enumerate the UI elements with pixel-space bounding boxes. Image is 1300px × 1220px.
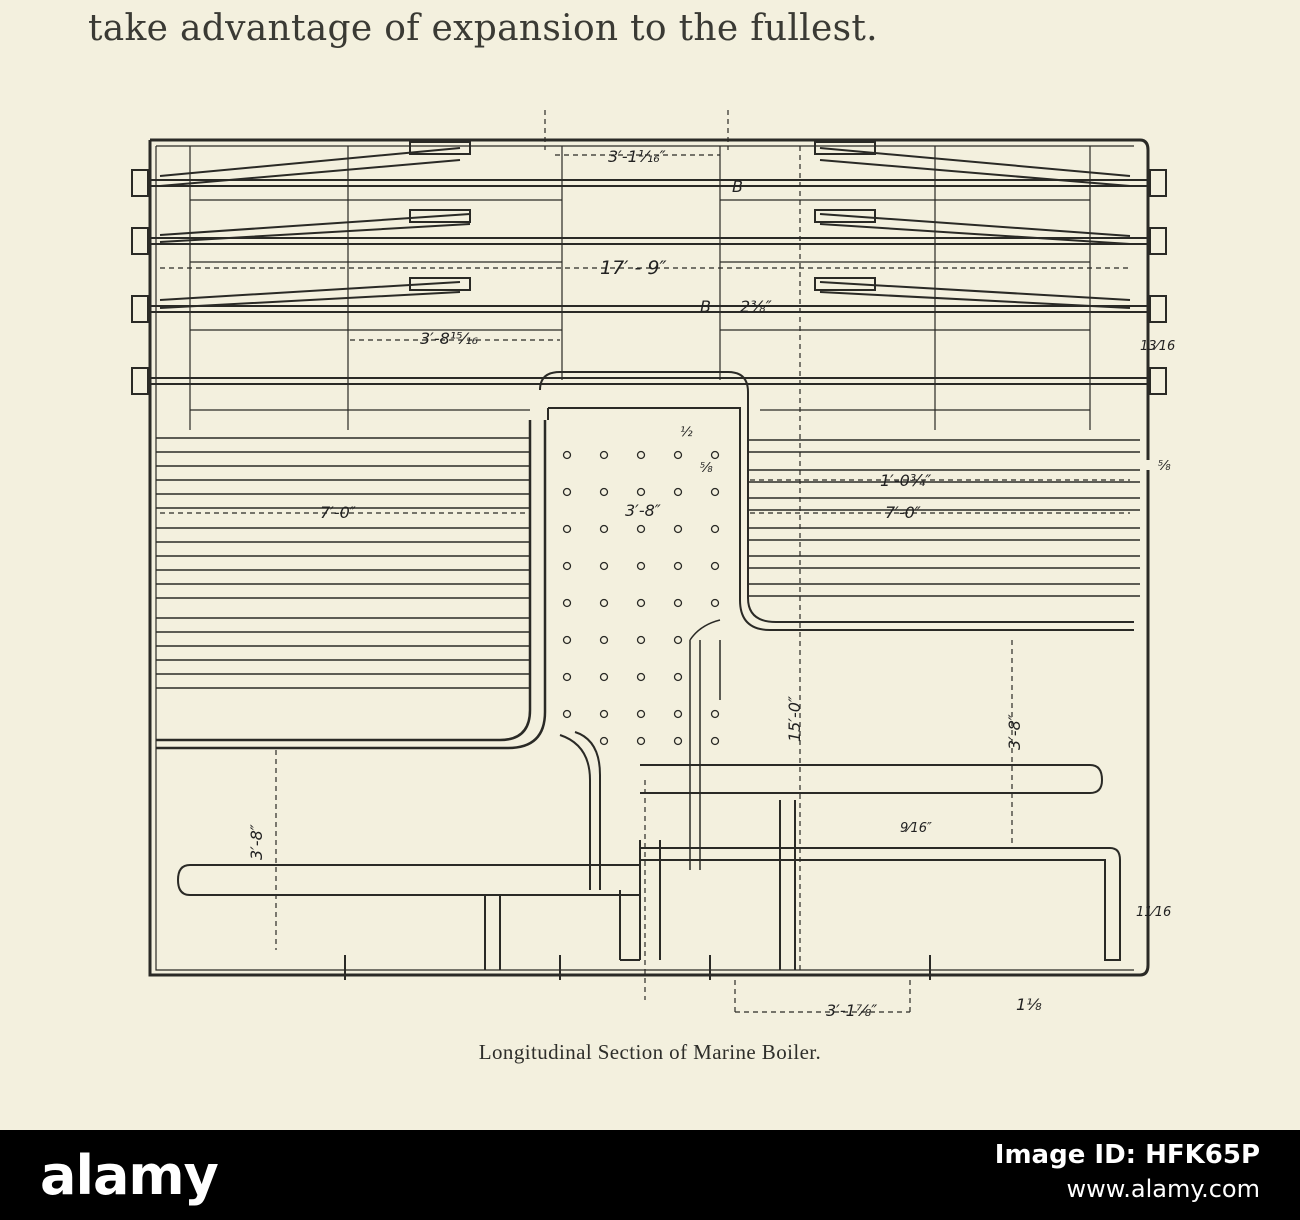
body-text-line: take advantage of expansion to the fullest. <box>88 8 878 49</box>
stay-nuts <box>132 170 1166 394</box>
dim-chamber-top: ½ <box>680 425 693 440</box>
footer-url: www.alamy.com <box>1066 1175 1260 1204</box>
dim-top-manhole: 3′-1¹⁄₁₆″ <box>608 147 666 166</box>
dim-bottom-manhole: 3′-1⅞″ <box>826 1001 878 1020</box>
stay-holes <box>564 452 719 745</box>
dim-tube-left: 7′-0″ <box>320 503 356 522</box>
dim-stay-spacing: 3′-8¹⁵⁄₁₆ <box>420 329 479 348</box>
dim-furnace-thk: 9⁄16″ <box>900 821 932 836</box>
label-b-lower: B <box>700 297 711 316</box>
furnace-upper-right <box>640 765 1102 793</box>
dim-overall-length: 17′ - 9″ <box>600 257 667 279</box>
watermark-footer <box>0 1130 1300 1220</box>
label-b-upper: B <box>732 177 743 196</box>
dim-end-plate: 11⁄16 <box>1136 905 1172 920</box>
brand-logo: alamy <box>40 1144 218 1207</box>
dim-tube-right: 7′-0″ <box>885 503 921 522</box>
furnace-lower-left <box>178 865 640 895</box>
dim-bottom-plate: 1⅛ <box>1016 995 1042 1014</box>
image-id: Image ID: HFK65P <box>994 1140 1260 1170</box>
furnace-right <box>640 848 1120 960</box>
figure-caption: Longitudinal Section of Marine Boiler. <box>478 1040 822 1064</box>
dim-tube-end: ⅝ <box>1158 459 1171 474</box>
dim-tube-spacing: 1′-0¾″ <box>880 471 932 490</box>
dim-furnace-right: 3′-8″ <box>1005 714 1024 750</box>
dim-furnace-left: 3′-8″ <box>247 824 266 860</box>
dim-shell-plate: 13⁄16 <box>1140 339 1176 354</box>
dim-boiler-height: 15′-0″ <box>785 696 804 742</box>
tubes-left <box>156 438 530 688</box>
dim-chamber-width: 3′-8″ <box>625 501 661 520</box>
dim-stay-small: ⅝ <box>700 461 713 476</box>
tubes-right <box>748 440 1140 596</box>
dim-stay-dia: 2⅜″ <box>740 297 772 316</box>
